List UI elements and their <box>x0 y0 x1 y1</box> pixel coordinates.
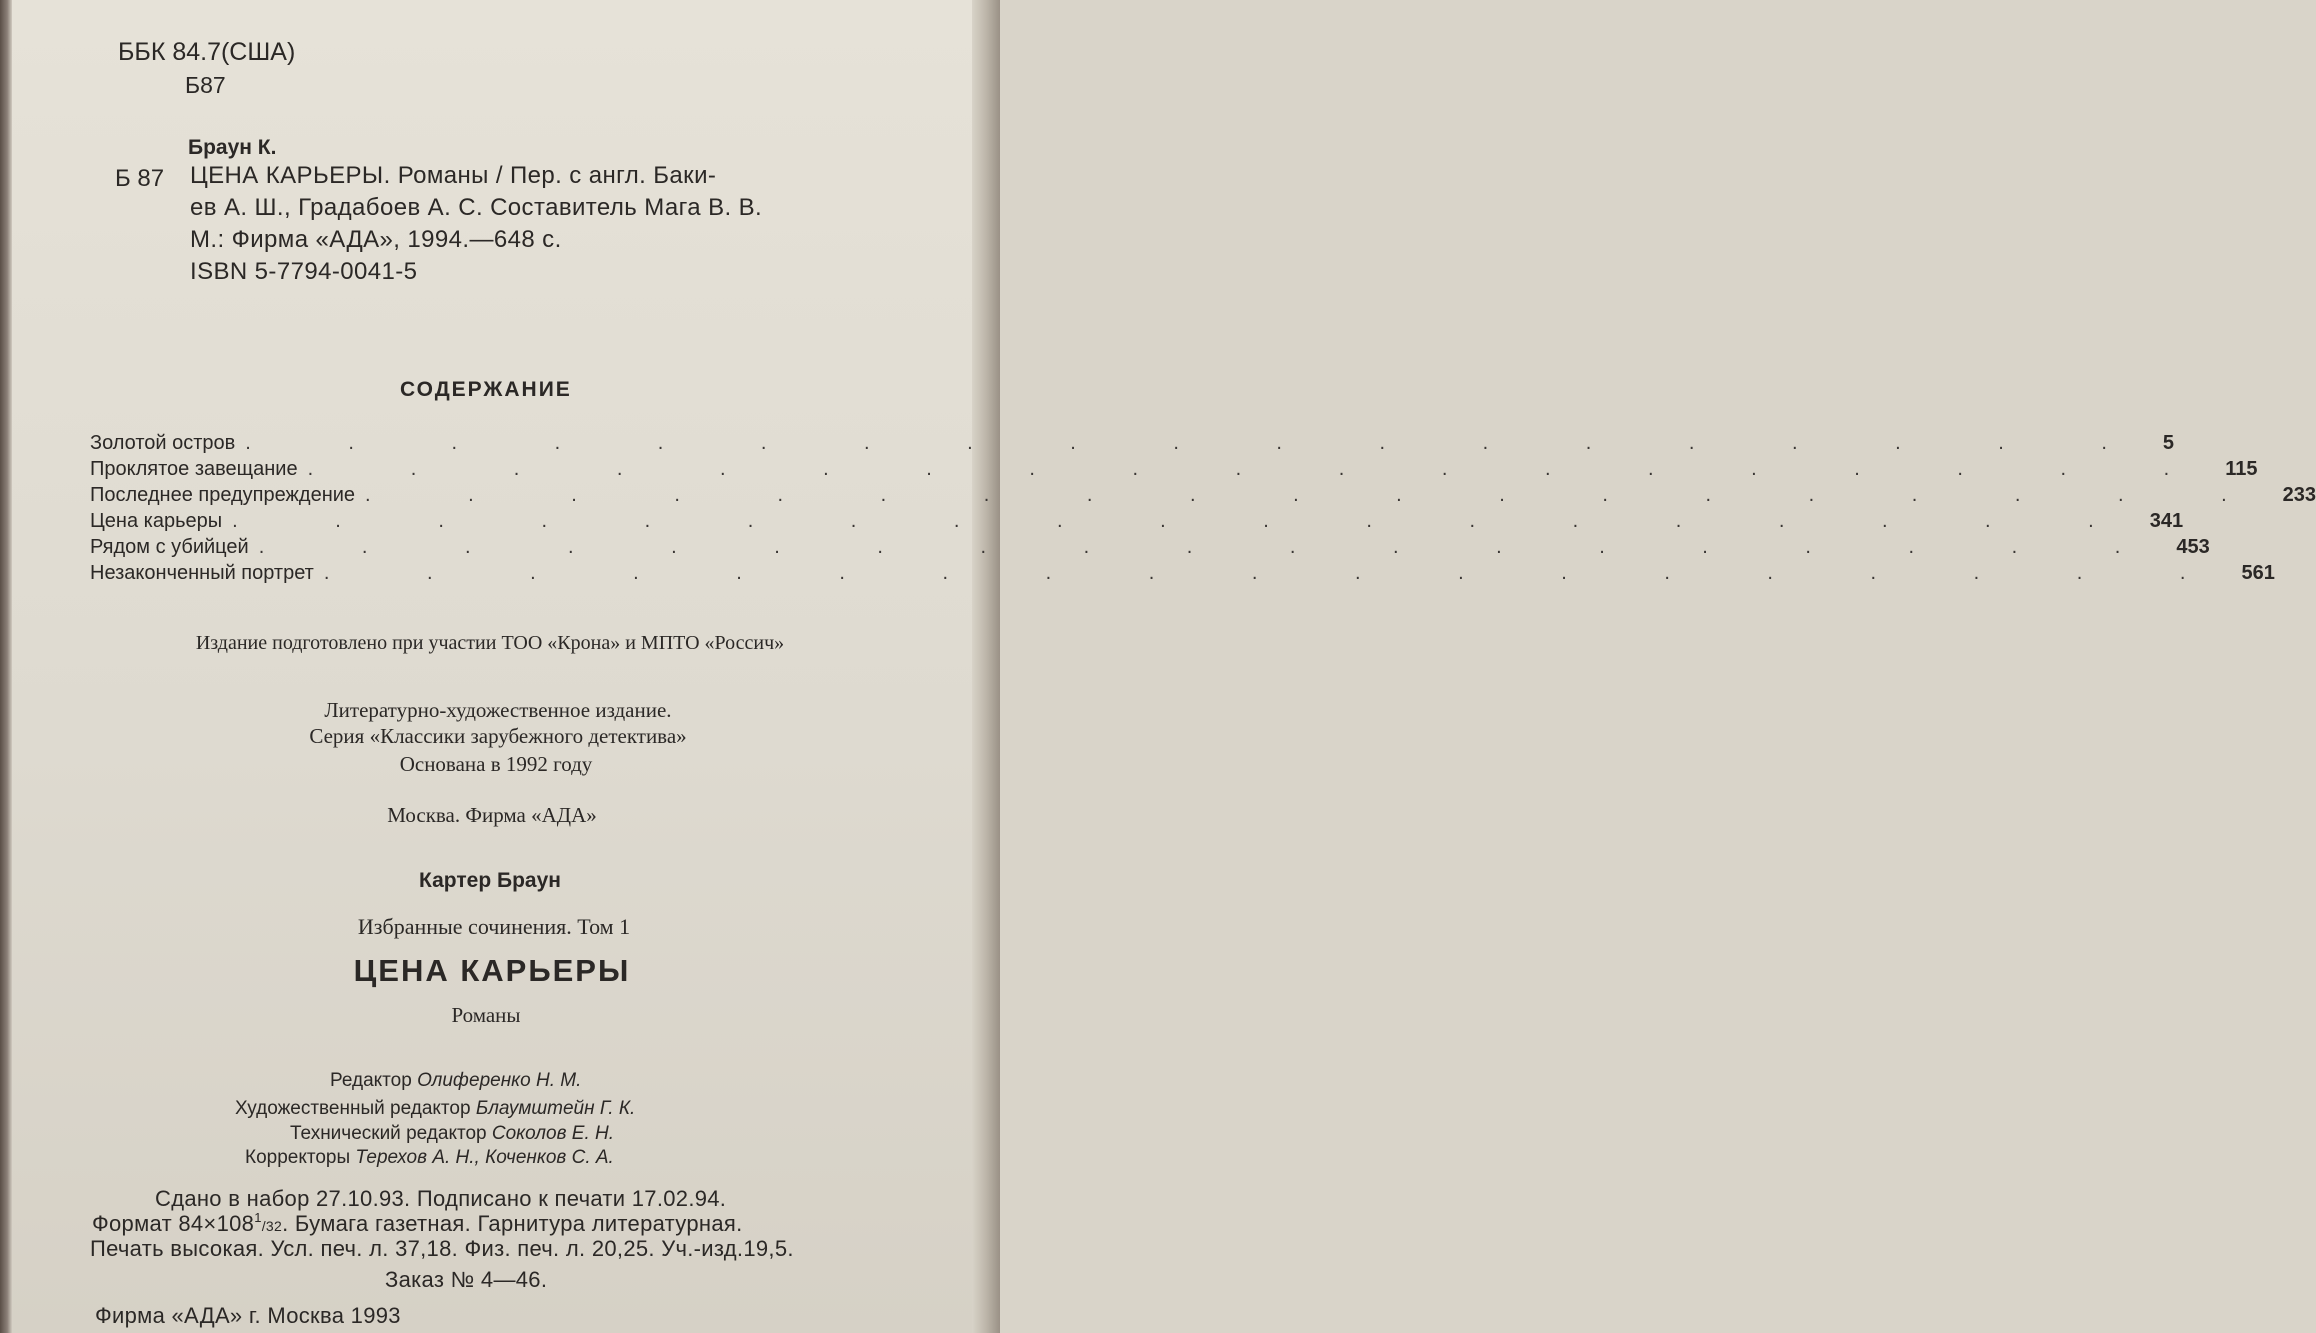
toc-entry-title: Проклятое завещание <box>90 458 298 480</box>
page-left-edge <box>0 0 12 1333</box>
art-editor-label: Художественный редактор <box>235 1098 471 1119</box>
toc-entry <box>90 536 2210 562</box>
bbk-code: Б87 <box>185 72 226 98</box>
biblio-line-3: М.: Фирма «АДА», 1994.—648 с. <box>190 226 562 253</box>
book-collection: Избранные сочинения. Том 1 <box>357 914 631 939</box>
format-sub: /32 <box>261 1218 283 1234</box>
publisher-city: Москва. Фирма «АДА» <box>387 803 597 827</box>
toc-entry <box>90 562 2275 588</box>
bibliographic-record <box>190 160 930 288</box>
toc-entry-page: 115 <box>2225 458 2258 480</box>
toc-entry-title: Незаконченный портрет <box>90 562 314 584</box>
series-founded: Основана в 1992 году <box>399 752 593 776</box>
table-of-contents <box>90 432 2316 588</box>
edition-type: Литературно-художественное издание. <box>324 698 672 722</box>
editor-line <box>330 1071 581 1090</box>
art-editor-name: Блаумштейн Г. К. <box>475 1098 636 1119</box>
toc-entry-page: 453 <box>2176 536 2210 558</box>
catalog-index-code: Б 87 <box>115 165 165 192</box>
tech-editor-name: Соколов Е. Н. <box>491 1123 615 1144</box>
toc-entry <box>90 484 2316 510</box>
toc-leader-dots: . . . . . . . . . . . . . . . . . . . <box>323 562 2232 584</box>
book-title: ЦЕНА КАРЬЕРЫ <box>353 953 631 988</box>
proofreaders-label: Корректоры <box>245 1147 351 1168</box>
tech-editor-label: Технический редактор <box>290 1123 487 1144</box>
toc-entry-page: 341 <box>2149 510 2184 532</box>
art-editor-line <box>235 1099 635 1118</box>
toc-entry-page: 561 <box>2241 562 2275 584</box>
bbk-classification: ББК 84.7(США) <box>118 38 296 66</box>
imprint-format <box>92 1210 743 1236</box>
toc-entry-page: 233 <box>2282 484 2316 506</box>
toc-leader-dots: . . . . . . . . . . . . . . . . . . . <box>365 484 2273 506</box>
imprint-order: Заказ № 4—46. <box>385 1267 548 1292</box>
catalog-author: Браун К. <box>188 136 277 159</box>
toc-leader-dots: . . . . . . . . . . . . . . . . . . . <box>258 536 2167 558</box>
biblio-line-1: ЦЕНА КАРЬЕРЫ. Романы / Пер. с англ. Баки- <box>190 162 717 189</box>
toc-entry <box>90 458 2258 484</box>
format-paper: . Бумага газетная. Гарнитура литературная. <box>282 1211 743 1236</box>
proofreaders-line <box>245 1148 614 1167</box>
book-author: Картер Браун <box>419 869 561 892</box>
imprint-dates: Сдано в набор 27.10.93. Подписано к печати 17.02.94. <box>155 1186 727 1211</box>
toc-leader-dots: . . . . . . . . . . . . . . . . . . . <box>307 458 2216 480</box>
toc-entry <box>90 510 2184 536</box>
imprint-publisher: Фирма «АДА» г. Москва 1993 <box>95 1303 401 1328</box>
toc-leader-dots: . . . . . . . . . . . . . . . . . . . <box>245 432 2153 454</box>
series-name: Серия «Классики зарубежного детектива» <box>309 724 687 748</box>
format-text: Формат 84×108 <box>92 1211 255 1236</box>
page-right-edge <box>972 0 1000 1333</box>
toc-leader-dots: . . . . . . . . . . . . . . . . . . . <box>232 510 2140 532</box>
tech-editor-line <box>290 1124 614 1143</box>
format-sup: 1 <box>254 1210 262 1225</box>
contents-heading: СОДЕРЖАНИЕ <box>400 378 572 401</box>
book-genre: Романы <box>451 1003 521 1027</box>
toc-entry-title: Золотой остров <box>90 432 236 454</box>
toc-entry <box>90 432 2175 458</box>
isbn: ISBN 5-7794-0041-5 <box>190 258 418 285</box>
editor-name: Олиференко Н. М. <box>417 1070 582 1091</box>
prepared-note: Издание подготовлено при участии ТОО «Крона» и МПТО «Россич» <box>195 632 785 654</box>
toc-entry-title: Рядом с убийцей <box>90 536 249 558</box>
toc-entry-title: Цена карьеры <box>90 510 223 532</box>
proofreaders-names: Терехов А. Н., Коченков С. А. <box>355 1147 614 1168</box>
toc-entry-title: Последнее предупреждение <box>90 484 356 506</box>
biblio-line-2: ев А. Ш., Градабоев А. С. Составитель Мага В. В. <box>190 194 763 221</box>
imprint-print: Печать высокая. Усл. печ. л. 37,18. Физ. печ. л. 20,25. Уч.-изд.19,5. <box>90 1236 794 1261</box>
editor-label: Редактор <box>330 1070 412 1091</box>
toc-entry-page: 5 <box>2162 432 2175 454</box>
